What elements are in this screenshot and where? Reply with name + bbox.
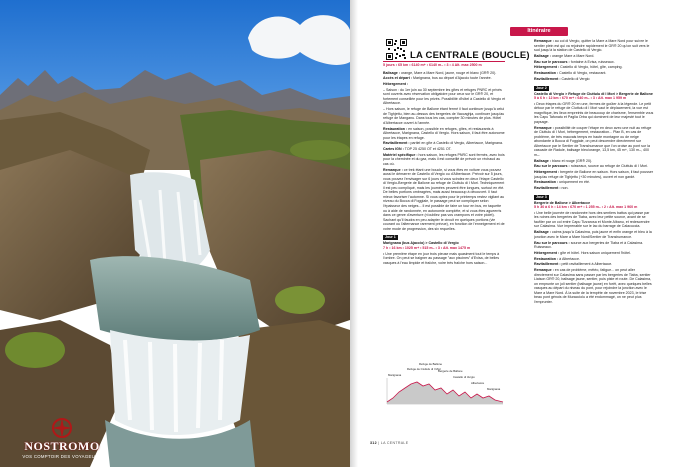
info-paragraph: Restauration : en saison, possible en refuges, gîtes, et restaurants à Albertacce, Marignana, Castello di Vergio. Hors saison, il faut être autonome pour les étapes en refuge. [383, 126, 505, 140]
stage-badge: Jour 2 [536, 85, 547, 90]
page-gutter [350, 0, 358, 467]
logo-name: NOSTROMO [24, 439, 100, 453]
info-paragraph: Cartes IGN : TOP 25 4250 OT et 4251 OT. [383, 147, 452, 152]
stage-title: Castello di Vergio > Refuge de Ciuttulu di I Mori > Bergerie de Ballone [534, 91, 653, 96]
profile-label: Castello di Vergio [453, 375, 475, 379]
page-footer: 312 | LA CENTRALE [370, 441, 409, 445]
profile-label: Refuge de Ciuttulu di I Mori [407, 367, 441, 371]
trek-stats: 5 jours • 65 km • 6140 m+ • 6140 m– • 3 • 4 Alt. max 2500 m [383, 63, 482, 67]
stage-title: Marignana (bus Ajaccio) > Castello di Vergio [383, 241, 459, 246]
info-paragraph: Remarque : en cas de problème, météo, fatigue... on peut aller directement sur Calasima sans passer par les bergeries de Tiaba, sentier Liaison GR® 20, balisage jaune, sentier, puis piste et route. De Calasima, on emprunte un joli sentier (balisage jaune) en forêt, avec quelques belles vasques au départ du niveau du pont, pour rejoindre la jonction avec le Mare a Mare Nord. À la suite de la tempête de novembre 2023, le trise beau pont génois de Muracciolu a été endommagé, on ne peut plus l'emprunter. [534, 267, 652, 304]
logo-tagline: VOS COMPTOIR DES VOYAGEURS [22, 454, 102, 459]
stage-badge: Jour 3 [536, 194, 547, 199]
info-paragraph: Eau sur le parcours : fontaine à Evisa, ruisseaux. [534, 59, 615, 64]
info-paragraph: Remarque : ce trek étant une boucle, si vous êtes en voiture vous pouvez aussi le démarrer de Castello di Vergio ou d'Albertacce. Prévoir sur 5 jours, vous pouvez l'envisager sur 6 jours si vous scindez en deux l'étape Castello di Vergio-Bergerie de Ballone au refuge de Ciuttulu di I Mori. Techniquement il est peu compliqué, mais les journées peuvent être longues, surtout en été. De belles portions ombragées, mais aussi beaucoup à découvert. Il faut mieux favoriser l'automne. Si vous optez pour le printemps restez vigilant au niveau du Bocca di Foggiale, le passage peut se compliquer selon l'épaisseur des neiges... Il est possible de faire un tour en bus, en taquette ou à aide de randonnée, en autonomie complète, et si vous êtes agueerris dans ce genre d'aventure (n'oubliez pas vos crampons et votre piolet). Sachant qu'il faudra en peu adapter le circuit en quelques portions (vie courant ou l'alternance rarement prévue), en fonction de l'enneigement et de votre mode de progression, des six requelles. [383, 167, 505, 231]
compass-emblem-icon [48, 417, 76, 439]
stage-badge: Jour 1 [385, 235, 396, 240]
nostromo-logo [7, 417, 117, 463]
info-paragraph: Restauration : Castello di Vergio, restaurant. [534, 71, 607, 76]
info-paragraph: Balisage : cairns jusqu'à Calasima, puis jaune et enfin orange et bleu à la jonction avec le Mare a Mare Nord/Sentier de Transhumance. [534, 230, 652, 239]
stage-stats: 5 à 6 h • 12 km • 670 m+ • 640 m– • 3 • Alt. max 1 959 m [534, 96, 627, 101]
info-paragraph: Eau sur le parcours : source aux bergeries de Tiaba et à Calasima. Ruisseaux. [534, 240, 644, 250]
info-paragraph: Balisage : orange Mare a Mare Nord. [534, 53, 595, 58]
text-page [350, 0, 700, 467]
info-paragraph: Ravitaillement : partiel en gîte à Castello di Vergio, Albertacce, Marignana. [383, 141, 504, 146]
info-paragraph: Hébergement : Castello di Vergio, hôtel, gîte, camping. [534, 65, 623, 70]
info-paragraph: Accès et départ : Marignana, bus au départ d'Ajaccio toute l'année. [383, 76, 492, 81]
page-title: LA CENTRALE (BOUCLE) [410, 50, 530, 61]
stage-stats: 7 h • 16 km • 1025 m+ • 515 m– • 3 • Alt. max 1475 m [383, 246, 471, 251]
stage-title: Bergerie de Ballone > Albertacce [534, 200, 591, 205]
footer-section: LA CENTRALE [380, 441, 409, 445]
info-paragraph: Remarque : au col di Vergio, quitter la Mare a Mare Nord pour suivre le sentier plein est qui va rejoindre rapidement le GR® 20 qu'on suit vers le sud jusqu'à la station de Castello di Vergio. [534, 39, 650, 53]
info-paragraph: Hébergement : bergerie de Ballone en saison. Hors saison, il faut pousser jusqu'au refuge de Tighjettu (+30 minutes), ouvert et non gardé. [534, 170, 654, 179]
stage-description: • Une première étape en jour trois pieuse mais quasiment tout le temps à l'ombre. On peut se baigner au passage "aux piscines" d'Evisa, de belles vasques à l'eau limpide et fraîche, voire très fraîche hors saison... [383, 251, 500, 265]
profile-label: Albertacce [471, 381, 485, 385]
info-paragraph: Hébergement : gîte et hôtel. Hors saison uniquement l'hôtel. [534, 250, 631, 255]
itinerary-tab: Itinéraire [510, 27, 568, 36]
elevation-profile [383, 360, 506, 412]
info-paragraph: Ravitaillement : Castello di Vergio [534, 76, 590, 81]
stage-stats: 5 h 30 à 6 h • 14 km • 670 m+ • 1 255 m– • 2 • Alt. max 1 960 m [534, 205, 638, 210]
info-paragraph: Ravitaillement : petit ravitaillement à Albertacce. [534, 262, 613, 267]
page-number: 312 [370, 441, 377, 445]
info-paragraph: Eau sur le parcours : ruisseaux, source au refuge de Ciuttulu di I Mori. [534, 164, 649, 169]
info-paragraph: Ravitaillement : non. [534, 186, 569, 191]
info-paragraph: Remarque : possibilité de couper l'étape en deux avec une nuit au refuge de Ciuttulu di I Mori, hébergement, restauration... Plan B, en cas de problème, de très mauvais temps en haute montagne ou de neige abondante à Bocca di Foggiale, on peut descendre directement sur Albertacce par le Sentier de Transhumance que l'on croise au pont sur la cascade de Radule, balisage bleu/orange, 13,5 km, 45 m+, 130 m–, 400 m–. [534, 125, 652, 157]
right-text-column [534, 39, 654, 457]
info-paragraph: – Saison : du 1er juin au 30 septembre les gîtes et refuges PNRC et privés sont ouverts avec réservation obligatoire pour ceux sur le GR® 20, et fortement conseillée pour les privés. Possibilité d'hôtel à Castello di Vergio et Albertacce. [383, 87, 506, 106]
info-paragraph: Balisage : orange, Mare a Mare Nord, jaune, rouge et blanc (GR® 20). [383, 70, 497, 75]
title-divider [383, 61, 505, 62]
info-paragraph: Restauration : à Albertacce. [534, 256, 580, 261]
info-paragraph: Hébergement : [383, 82, 409, 87]
profile-label: Refuge de Ballone [419, 362, 443, 366]
info-paragraph: – Hors saison, le refuge de Ballone étant fermé il faut continuer jusqu'à celui de Tighjettu, bien au-dessus des bergeries de Vaccaghja, continuer jusqu'au refuge de Manganu. Dans tous les cas, compter 30 minutes de plus. Hôtel d'Albertacce ouvert à l'année. [383, 107, 505, 125]
info-paragraph: Restauration : uniquement en été. [534, 180, 590, 185]
info-paragraph: • Deux étapes du GR® 20 en une, fermes de goûter à la légende. Le petit détour par le refuge de Ciuttulu di I Mori vaut le déplacement, la vue est magnifique, les lieux empreints de beaucoup de charisme, l'ensemble vous les Capu Tafonatu et Paglia Orba qui dominent de leur majesté tout le paysage. [534, 101, 654, 124]
profile-label: Bergerie de Ballone [438, 369, 463, 373]
profile-label: Marignana [388, 373, 402, 377]
info-paragraph: • Une belle journée de randonnée hors des sentiers battus qui passe par les ruines des bergeries de Tiaba, avec leur petite source, avant de se faufiler par un col entre Capu Tizzarosa et Monte Albanu, et redescendre sur Calasima. Vue imprenable sur le lac du barrage de Calacuccia. [534, 210, 650, 229]
qr-code-icon [386, 39, 407, 60]
info-paragraph: Balisage : blanc et rouge (GR® 20). [534, 158, 593, 163]
info-paragraph: Matériel spécifique : hors saison, les refuges PNRC sont fermés, avec bois pour la cheminée et du gaz, mais il est conseillé de prévoir un réchaud au cas où. [383, 152, 505, 166]
profile-label: Marignana [487, 387, 501, 391]
